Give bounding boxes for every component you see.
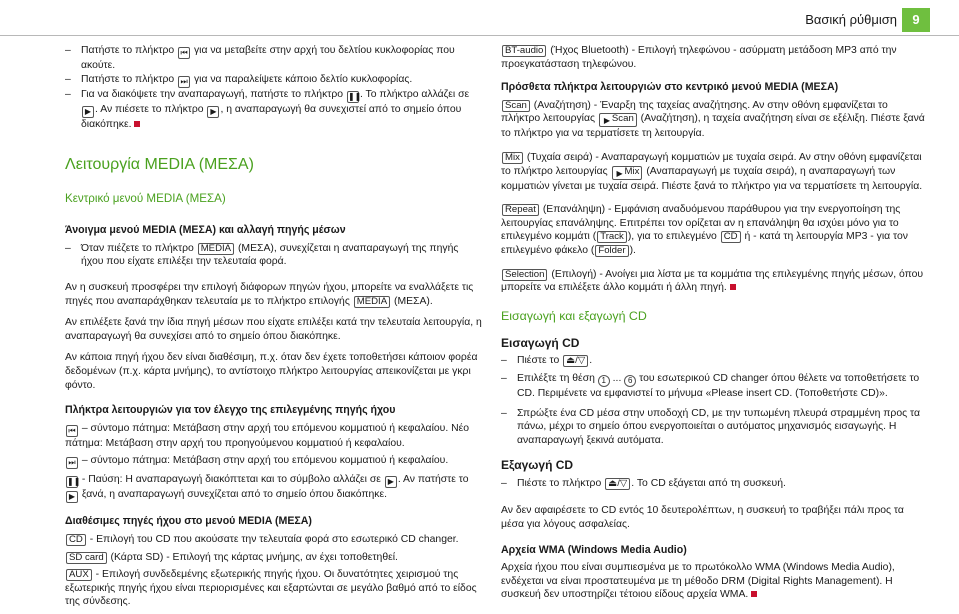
text: (Τυχαία σειρά) - Αναπαραγωγή κομματιών με τυχαία σειρά. Αν στην οθόνη εμφανίζεται το πλήκτρο λειτουργίας bbox=[501, 151, 922, 177]
paragraph: Αν κάποια πηγή ήχου δεν είναι διαθέσιμη, π.χ. όταν δεν έχετε τοποθετήσει κάποιον φορέα δεδομένων (π.χ. κάρτα μνήμης), το αντίστοιχο πλήκτρο λειτουργίας απεικονίζεται με γκρι φόντο. bbox=[65, 352, 478, 391]
paragraph bbox=[501, 99, 925, 141]
text: για να παραλείψετε κάποιο δελτίο κυκλοφορίας. bbox=[193, 73, 413, 85]
text: (ΜΕΣΑ). bbox=[394, 295, 433, 307]
topic-heading: Διαθέσιμες πηγές ήχου στο μενού MEDIA (ΜΕΣΑ) bbox=[65, 515, 312, 528]
subsection-heading: Κεντρικό μενού MEDIA (ΜΕΣΑ) bbox=[65, 192, 226, 206]
skip-back-icon: ⏮ bbox=[178, 47, 190, 59]
text: Scan bbox=[611, 113, 634, 125]
paragraph bbox=[65, 422, 482, 451]
pause-icon: ❚❚ bbox=[347, 91, 362, 101]
section-heading: Λειτουργία MEDIA (ΜΕΣΑ) bbox=[65, 156, 254, 174]
paragraph bbox=[501, 203, 925, 257]
cd-key-label: CD bbox=[721, 231, 741, 243]
scan-key-label bbox=[599, 113, 637, 127]
list-item bbox=[65, 88, 482, 132]
left-column bbox=[65, 44, 482, 609]
text: . Το CD εξάγεται από τη συσκευή. bbox=[631, 477, 786, 489]
topic-heading: Αρχεία WMA (Windows Media Audio) bbox=[501, 543, 687, 556]
text: . Το πλήκτρο αλλάζει σε bbox=[359, 88, 470, 100]
slot-number-badge: 6 bbox=[624, 375, 636, 387]
repeat-key-label: Repeat bbox=[502, 204, 539, 216]
paragraph bbox=[65, 533, 482, 547]
text: (Επανάληψη) - Εμφάνιση αναδυόμενου παράθυρου για την ενεργοποίηση της λειτουργίας επανάληψης. Επιτρέπει τον ορίζεται αν η επανάληψη θα ισχύει μόνο για το επιλεγμένο κομμάτι ( bbox=[501, 204, 901, 243]
play-icon: ▶ bbox=[385, 476, 397, 488]
text: . Αν πιέσετε το πλήκτρο bbox=[95, 103, 204, 115]
track-key-label: Track bbox=[597, 231, 627, 243]
end-marker-icon bbox=[730, 284, 736, 290]
paragraph bbox=[65, 454, 482, 469]
paragraph: Αν επιλέξετε ξανά την ίδια πηγή μέσων που είχατε επιλέξει κατά την τελευταία λειτουργία, η αναπαραγωγή θα συνεχίσει από το σημείο όπου διακόπηκε. bbox=[65, 317, 482, 342]
paragraph bbox=[65, 568, 482, 609]
text: του εσωτερικού CD changer όπου θέλετε να τοποθετήσετε το CD. Περιμένετε να εμφανιστεί το μήνυμα «Please insert CD. (Τοποθετήστε CD)». bbox=[517, 372, 920, 399]
text: ). bbox=[629, 244, 636, 256]
right-column bbox=[501, 44, 925, 602]
text: (Ήχος Bluetooth) - Επιλογή τηλεφώνου - ασύρματη μετάδοση MP3 από την προεγκατάσταση τηλεφώνου. bbox=[501, 45, 897, 70]
text: ή - κατά τη λειτουργία MP3 - για τον επιλεγμένο φάκελο ( bbox=[501, 231, 908, 256]
text: (ΜΕΣΑ), συνεχίζεται η αναπαραγωγή της πηγής ήχου που είχατε επιλέξει την τελευταία φορά. bbox=[81, 242, 459, 268]
cd-key-label: CD bbox=[66, 534, 86, 546]
bt-audio-key-label: BT-audio bbox=[502, 45, 546, 57]
text: Αρχεία ήχου που είναι συμπιεσμένα με το πρωτόκολλο WMA (Windows Media Audio), ενδέχεται να είναι προστατευμένα με τη μέθοδο DRM (Digital Rights Management). Η συσκευή δεν υποστηρίζει τέτοιου είδους αρχεία WMA. bbox=[501, 562, 895, 601]
folder-key-label: Folder bbox=[595, 245, 628, 257]
paragraph bbox=[65, 473, 482, 503]
list-item bbox=[65, 44, 482, 73]
list-item bbox=[65, 242, 482, 269]
text: Όταν πιέζετε το πλήκτρο bbox=[81, 242, 194, 254]
play-icon: ▶ bbox=[603, 116, 610, 126]
text: Πατήστε το πλήκτρο bbox=[81, 73, 175, 85]
section-header-title: Βασική ρύθμιση bbox=[805, 12, 897, 27]
paragraph bbox=[501, 151, 925, 193]
paragraph bbox=[501, 44, 925, 71]
selection-key-label: Selection bbox=[502, 269, 547, 281]
scan-key-label: Scan bbox=[502, 100, 530, 112]
text: ), για το επιλεγμένο bbox=[627, 231, 717, 243]
text: (Επιλογή) - Ανοίγει μια λίστα με τα κομμάτια της επιλεγμένης πηγής μέσων, όπου μπορείτε να επιλέξετε άλλο κομμάτι ή άλλη πηγή. bbox=[501, 268, 924, 294]
play-icon: ▶ bbox=[82, 106, 94, 118]
text: . Αν πατήστε το bbox=[397, 474, 469, 486]
topic-heading: Πρόσθετα πλήκτρα λειτουργιών στο κεντρικό μενού MEDIA (ΜΕΣΑ) bbox=[501, 81, 839, 94]
text: – σύντομο πάτημα: Μετάβαση στην αρχή του επόμενου κομματιού ή κεφαλαίου. bbox=[81, 455, 449, 467]
text: Mix bbox=[624, 165, 640, 177]
eject-icon: ⏏/▽ bbox=[563, 355, 588, 367]
text: – σύντομο πάτημα: Μετάβαση στην αρχή του επόμενου κομματιού ή κεφαλαίου. Νέο πάτημα: Μετάβαση στην αρχή του προηγούμενου κομματιού ή κεφαλαίου. bbox=[65, 422, 470, 449]
topic-heading: Πλήκτρα λειτουργιών για τον έλεγχο της επιλεγμένης πηγής ήχου bbox=[65, 404, 396, 417]
list-item bbox=[501, 372, 925, 401]
text: - Παύση: Η αναπαραγωγή διακόπτεται και το σύμβολο αλλάζει σε bbox=[81, 474, 381, 486]
media-key-label: MEDIA bbox=[354, 296, 390, 308]
play-icon: ▶ bbox=[207, 106, 219, 118]
end-marker-icon bbox=[134, 121, 140, 127]
play-icon: ▶ bbox=[66, 491, 78, 503]
media-key-label: MEDIA bbox=[198, 243, 234, 255]
mix-key-label bbox=[612, 166, 643, 180]
topic-heading: Άνοιγμα μενού MEDIA (ΜΕΣΑ) και αλλαγή πηγής μέσων bbox=[65, 224, 346, 237]
header-rule bbox=[0, 35, 959, 36]
text: (Αναπαραγωγή με τυχαία σειρά), η αναπαραγωγή των κομματιών γίνεται με τυχαία σειρά. Πιέστε ξανά το πλήκτρο για να τερματίσετε τη λειτουργία. bbox=[501, 165, 923, 192]
skip-forward-icon: ⏭ bbox=[66, 457, 78, 469]
text: Πατήστε το πλήκτρο bbox=[81, 45, 175, 56]
slot-number-badge: 1 bbox=[598, 375, 610, 387]
skip-back-icon: ⏮ bbox=[66, 425, 78, 437]
section-heading: Εισαγωγή και εξαγωγή CD bbox=[501, 308, 647, 323]
list-item bbox=[501, 354, 925, 368]
text: ξανά, η αναπαραγωγή συνεχίζεται από το σημείο όπου διακόπηκε. bbox=[81, 489, 388, 501]
eject-icon: ⏏/▽ bbox=[605, 478, 630, 490]
text: (Αναζήτηση), η ταχεία αναζήτηση είναι σε εξέλιξη. Πιέστε ξανά το πλήκτρο για να τερματίσετε τη λειτουργία. bbox=[501, 113, 925, 140]
page-number-badge: 9 bbox=[902, 8, 930, 32]
text: - Επιλογή του CD που ακούσατε την τελευταία φορά στο εσωτερικό CD changer. bbox=[89, 533, 459, 545]
text: Πιέστε το bbox=[517, 355, 560, 367]
play-icon: ▶ bbox=[616, 168, 623, 178]
paragraph bbox=[65, 281, 482, 308]
text: Για να διακόψετε την αναπαραγωγή, πατήστε το πλήκτρο bbox=[81, 88, 344, 100]
text: για να μεταβείτε στην αρχή του δελτίου κυκλοφορίας που ακούτε. bbox=[81, 45, 455, 71]
paragraph bbox=[501, 561, 925, 602]
paragraph: Αν δεν αφαιρέσετε το CD εντός 10 δευτερολέπτων, η συσκευή το τραβήξει πάλι προς τα μέσα για λόγους ασφαλείας. bbox=[501, 505, 904, 531]
text: (Κάρτα SD) - Επιλογή της κάρτας μνήμης, αν έχει τοποθετηθεί. bbox=[110, 551, 398, 563]
text: Αν η συσκευή προσφέρει την επιλογή διάφορων πηγών ήχου, μπορείτε να εναλλάξετε τις πηγές που αναπαράχθηκαν τελευταία με το πλήκτρο επιλογής bbox=[65, 281, 474, 307]
list-item bbox=[501, 477, 925, 491]
paragraph bbox=[501, 268, 925, 295]
text: , η αναπαραγωγή θα συνεχιστεί από το σημείο όπου διακόπηκε. bbox=[81, 103, 462, 130]
text: Πιέστε το πλήκτρο bbox=[517, 477, 602, 489]
list-item: – Σπρώξτε ένα CD μέσα στην υποδοχή CD, με την τυπωμένη πλευρά στραμμένη προς τα πάνω, μέχρι το σημείο όπου ενεργοποιείται ο αυτόματος μηχανισμός εισαγωγής. Η αναπαραγωγή ξεκινά αυτόματα. bbox=[501, 407, 925, 448]
skip-forward-icon: ⏭ bbox=[178, 76, 190, 88]
paragraph bbox=[65, 551, 482, 565]
text: (Αναζήτηση) - Έναρξη της ταχείας αναζήτησης. Αν στην οθόνη εμφανίζεται το πλήκτρο λειτουργίας bbox=[501, 99, 888, 125]
text: . bbox=[589, 355, 593, 367]
aux-key-label: AUX bbox=[66, 569, 92, 581]
end-marker-icon bbox=[751, 591, 757, 597]
text: Επιλέξτε τη θέση bbox=[517, 372, 595, 384]
text: ... bbox=[612, 372, 622, 384]
mix-key-label: Mix bbox=[502, 152, 523, 164]
text: - Επιλογή συνδεδεμένης εξωτερικής πηγής ήχου. Οι δυνατότητες χειρισμού της εξωτερικής πηγής ήχου είναι περιορισμένες και εξαρτώνται σε μεγάλο βαθμό από το είδος της σύνδεσης. bbox=[65, 569, 477, 608]
list-item bbox=[65, 73, 482, 88]
sd-card-key-label: SD card bbox=[66, 552, 107, 564]
topic-heading: Εισαγωγή CD bbox=[501, 335, 580, 350]
pause-icon: ❚❚ bbox=[67, 477, 81, 487]
topic-heading: Εξαγωγή CD bbox=[501, 458, 574, 473]
